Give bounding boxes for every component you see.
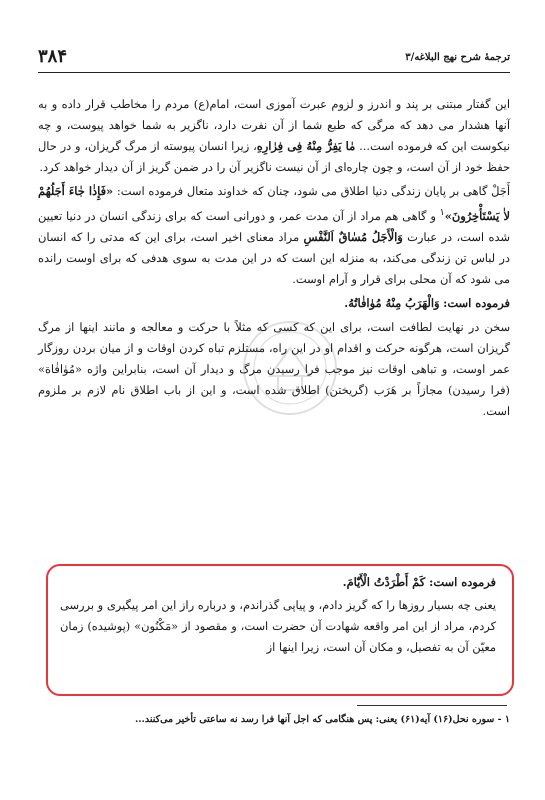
paragraph-2-quran-quote: «فَإِذٰا جٰاءَ أَجَلُهُمْ لاٰ یَسْتَأْخِرُونَ» [38,184,510,223]
book-title: ترجمهٔ شرح نهج البلاغه/۳ [405,52,510,63]
paragraph-3-lead: فرموده است: [443,295,510,310]
highlighted-heading-quote: کَمْ أَطْرَدْتُ الْأَیّٰامَ. [342,575,426,589]
paragraph-1-text-a: این گفتار مبتنی بر پند و اندرز و لزوم عبرت آموزی است، امام(ع) مردم را مخاطب قرار داده و به آنها هشدار می دهد که مرگی که طبع شما از آن نفرت دارد، ناگزیر به شما خواهد پیوست، و چه نیکوست این که فرموده است... [38,97,510,153]
page-number: ۳۸۴ [38,46,68,67]
header-rule [38,72,510,73]
paragraph-2-text-c: مراد معنای اخیر است، برای این که مدتی را که انسان در لباس تن زندگی می‌کند، به منزله این است که در این مدت به سوی هدفی که برای اوست رانده می شود که آن محلی برای قرار و آرام اوست. [38,229,510,286]
highlighted-heading [60,572,496,593]
paragraph-3-quote: وَالْهَرَبُ مِنْهُ مُوٰافٰاتُهُ. [344,295,440,310]
paragraph-1 [38,94,510,178]
highlighted-passage [60,572,496,658]
paragraph-4: سخن در نهایت لطافت است، برای این که کسی که مثلاً با حرکت و معالجه و مانند اینها از مرگ گریزان است، هرگونه حرکت و اقدام او در این راه، مستلزم تباه کردن اوقات و از میان بردن روزگار عمر اوست، و تباهی اوقات نیز موجب فرا رسیدن مرگ و دیدار آن است، بنابراین واژه «مُوٰافٰاة» (فرا رسیدن) مجازاً بر هَرَب (گریختن) اطلاق شده است، و این از باب اطلاق نام لازم بر ملزوم است. [38,319,510,418]
main-text [38,94,510,422]
paragraph-1-text-b: ، زیرا انسان پیوسته از مرگ گریزان، و در حال حفظ خود از آن است، و چون چاره‌ای از آن نیست ناگزیر آن را در ضمن گریز از آن دیدار خواهد کرد. [38,139,510,174]
footnote-reference: ۱ [439,207,445,218]
highlighted-heading-lead: فرموده است: [429,575,496,589]
running-header [38,48,510,70]
footnote: ۱ - سوره نحل(۱۶) آیه(۶۱) یعنی: پس هنگامی که اجل آنها فرا رسد نه ساعتی تأخیر می‌کنند... [134,714,510,725]
footnote-rule [357,705,507,706]
paragraph-2 [38,181,510,290]
paragraph-2-text-a: أَجَلْ گاهی بر پایان زندگی دنیا اطلاق می شود، چنان که خداوند متعال فرموده است: [116,184,510,198]
paragraph-3 [38,293,510,314]
paragraph-2-quote: وَالْأَجَلُ مُسٰاقٌ اَلنَّفْسِ [303,229,403,244]
paragraph-1-quote: مٰا یَفِرُّ مِنْهُ فِی فِرٰارِهِ [256,139,356,153]
highlighted-text: یعنی چه بسیار روزها را که گریز دادم، و پیاپی گذراندم، و درباره راز این امر پیگیری و بررسی کردم، مراد از این امر واقعه شهادت آن حضرت است، و مقصود از «مَکْنُون» (پوشیده) زمان معیّن آن به تفصیل، و مکان آن است، زیرا اینها از [60,598,496,654]
paragraph-2-text-b: و گاهی هم مراد از آن مدت عمر، و دورانی است که برای زندگی انسان در دنیا تعیین شده است، در عبارت [38,208,510,244]
